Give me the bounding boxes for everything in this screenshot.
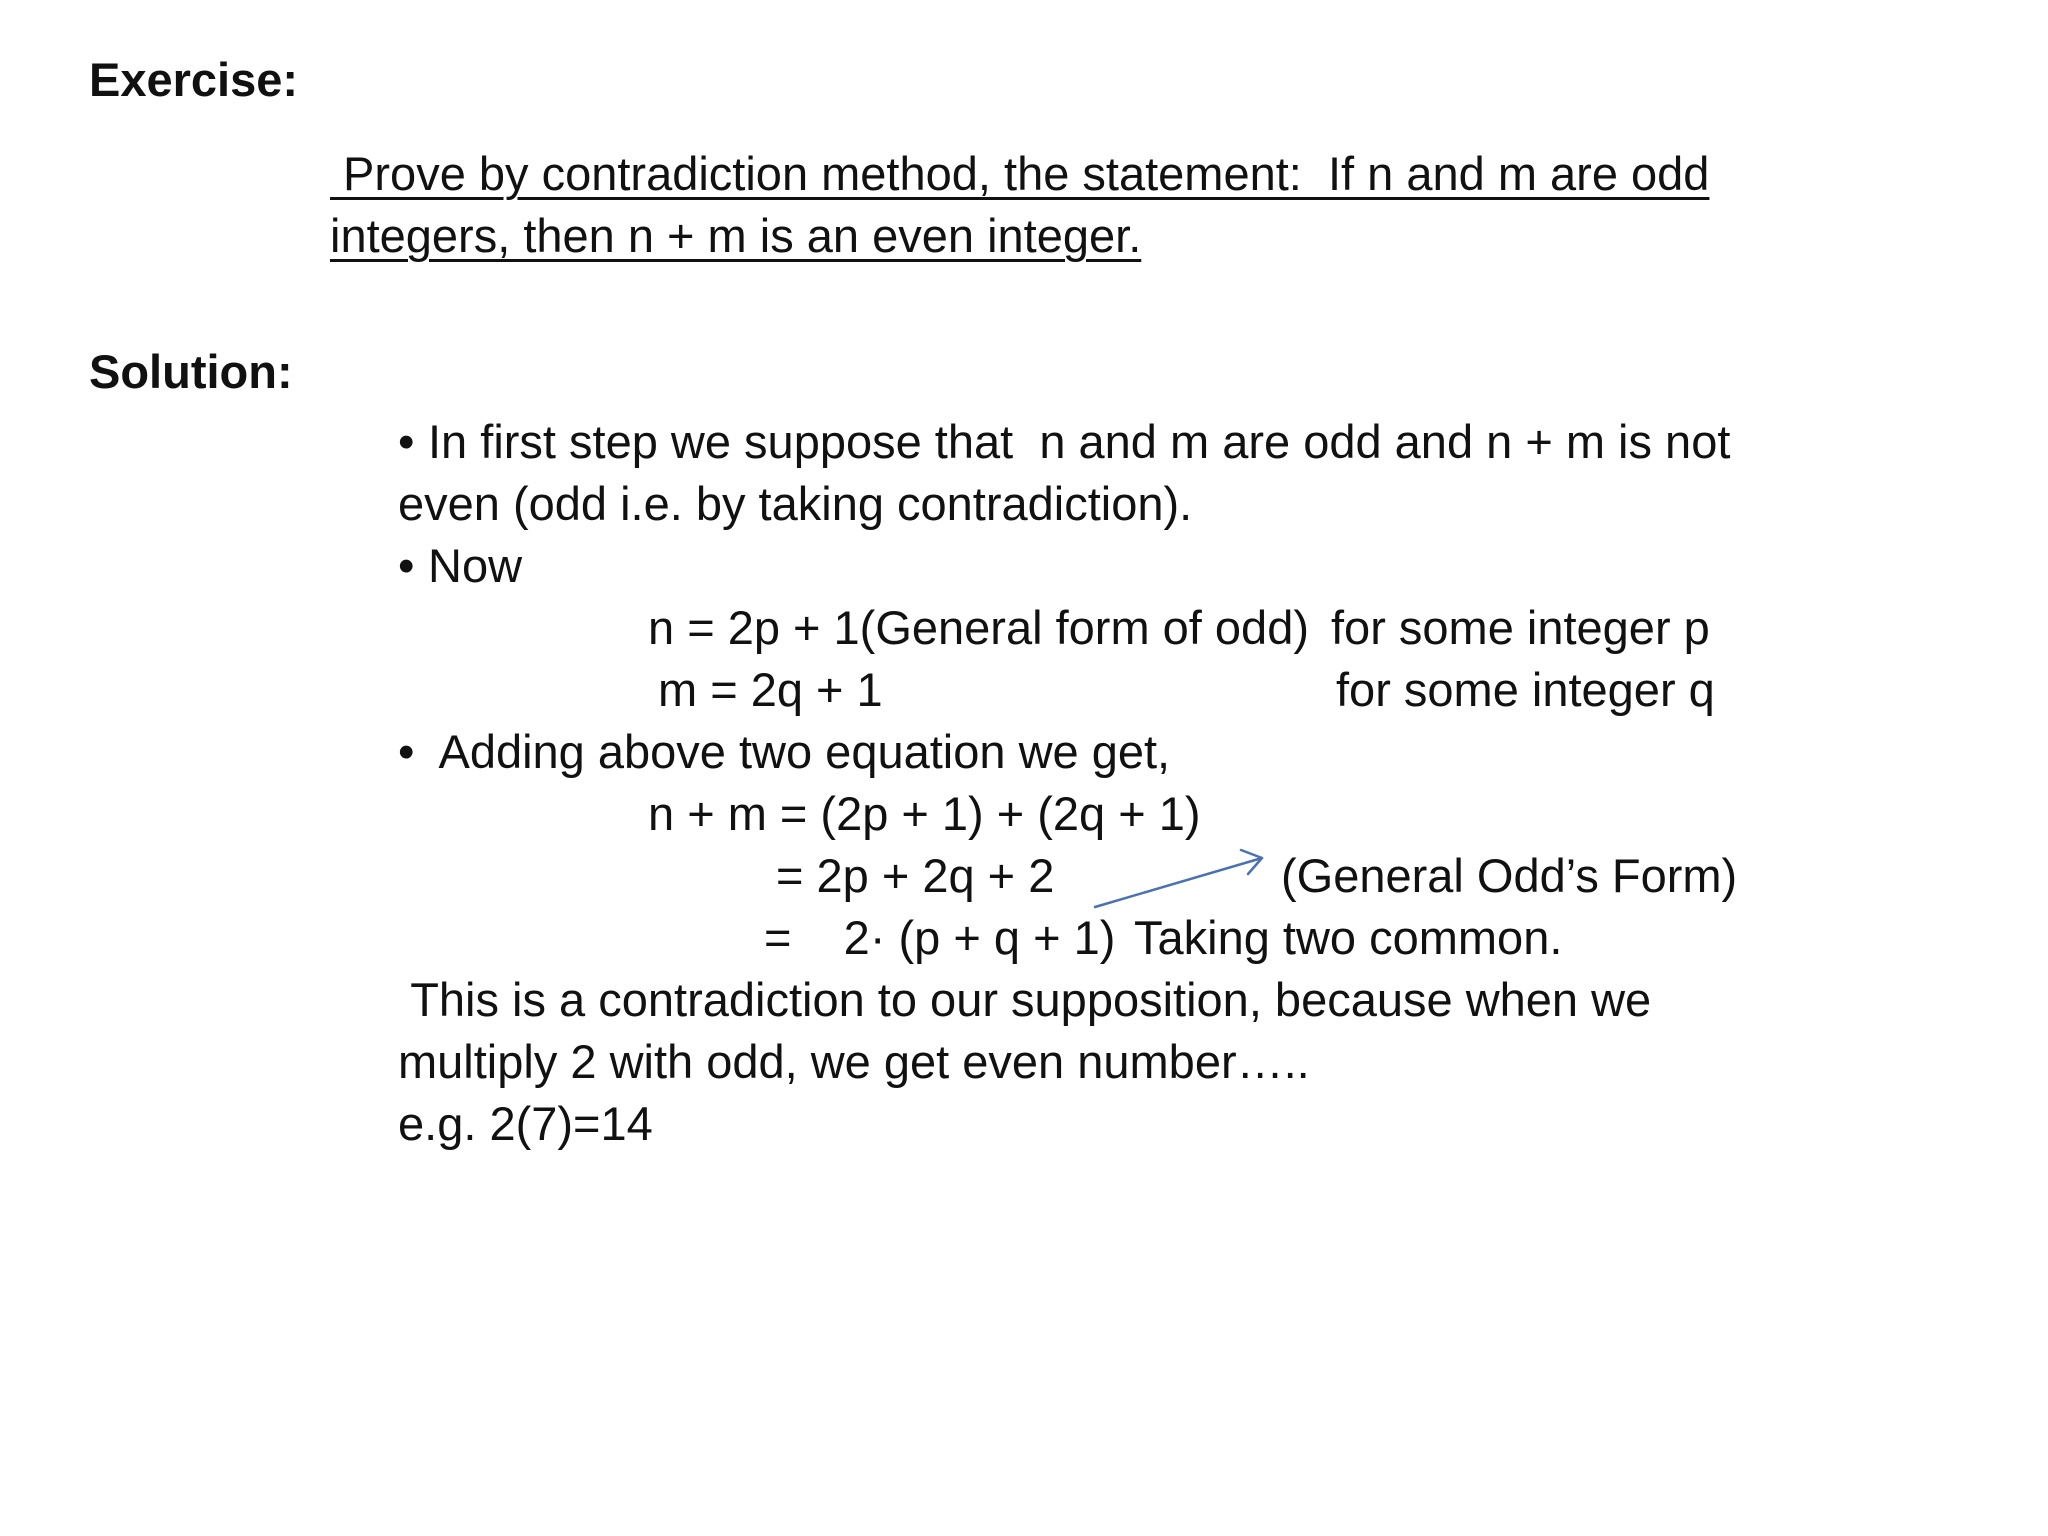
exercise-statement-line-2: integers, then n + m is an even integer. bbox=[330, 209, 1142, 262]
sum-line-3-note: Taking two common. bbox=[1134, 911, 1563, 964]
conclusion-line-2: multiply 2 with odd, we get even number….. bbox=[398, 1035, 1310, 1088]
equation-n-note: for some integer p bbox=[1331, 601, 1710, 654]
step-3-text: Adding above two equation we get, bbox=[428, 725, 1171, 778]
bullet-glyph: • bbox=[398, 725, 415, 778]
solution-heading: Solution: bbox=[89, 345, 293, 398]
step-1-text: In first step we suppose that n and m are odd and n + m is not bbox=[428, 415, 1731, 468]
conclusion-line-1: This is a contradiction to our supposition, because when we bbox=[398, 973, 1652, 1026]
equation-n: n = 2p + 1(General form of odd) bbox=[648, 601, 1309, 654]
bullet-glyph: • bbox=[398, 415, 415, 468]
equation-m-note: for some integer q bbox=[1336, 663, 1715, 716]
exercise-heading: Exercise: bbox=[89, 53, 299, 106]
step-1-line-2: even (odd i.e. by taking contradiction). bbox=[398, 477, 1193, 530]
exercise-statement-line-1: Prove by contradiction method, the statement: If n and m are odd bbox=[330, 147, 1710, 200]
sum-line-1: n + m = (2p + 1) + (2q + 1) bbox=[648, 787, 1201, 840]
equation-m: m = 2q + 1 bbox=[658, 663, 883, 716]
sum-line-2: = 2p + 2q + 2 bbox=[776, 849, 1055, 902]
example-line: e.g. 2(7)=14 bbox=[398, 1097, 653, 1150]
step-2-text: Now bbox=[428, 539, 523, 592]
bullet-glyph: • bbox=[398, 539, 415, 592]
sum-line-3: = 2· (p + q + 1) bbox=[764, 911, 1116, 964]
sum-note: (General Odd’s Form) bbox=[1281, 849, 1738, 902]
